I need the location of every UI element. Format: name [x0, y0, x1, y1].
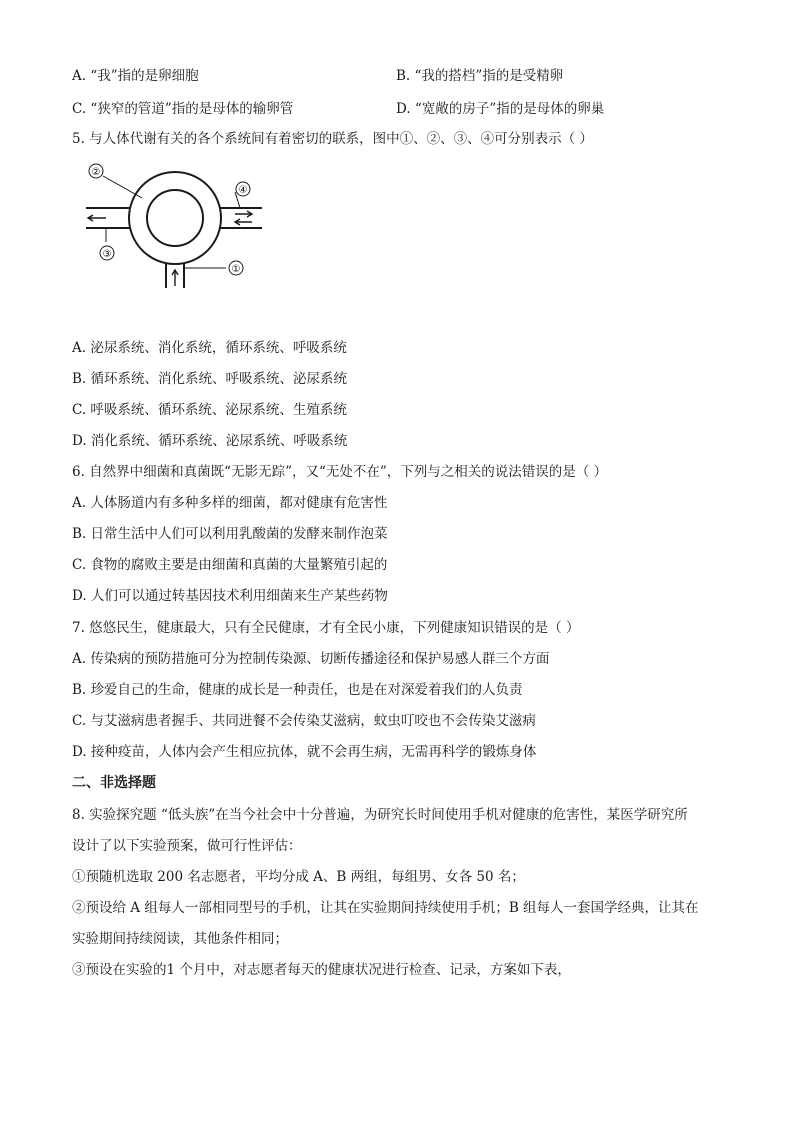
q8-line-2: 设计了以下实验预案，做可行性评估：: [72, 838, 302, 854]
q6-option-a: A. 人体肠道内有多种多样的细菌，都对健康有危害性: [72, 495, 388, 511]
q5-option-c: C. 呼吸系统、循环系统、泌尿系统、生殖系统: [72, 402, 347, 418]
q8-line-1: 8. 实验探究题 “低头族”在当今社会中十分普遍，为研究长时间使用手机对健康的危害性，某医学研究所: [72, 807, 688, 823]
q7-option-a: A. 传染病的预防措施可分为控制传染源、切断传播途径和保护易感人群三个方面: [72, 651, 550, 667]
label-3-text: ③: [102, 249, 112, 260]
label-1-text: ①: [231, 264, 241, 275]
q6-option-d: D. 人们可以通过转基因技术利用细菌来生产某些药物: [72, 588, 388, 604]
q8-line-4: ②预设给 A 组每人一部相同型号的手机，让其在实验期间持续使用手机；B 组每人一套国学经典，让其在: [72, 900, 699, 916]
q7-stem: 7. 悠悠民生，健康最大，只有全民健康，才有全民小康，下列健康知识错误的是（ ）: [72, 620, 580, 636]
leader-2: [103, 176, 142, 198]
q5-option-a: A. 泌尿系统、消化系统，循环系统、呼吸系统: [72, 340, 347, 356]
q5-stem: 5. 与人体代谢有关的各个系统间有着密切的联系，图中①、②、③、④可分别表示（ ）: [72, 131, 593, 147]
label-3: [100, 246, 114, 260]
arrow-up-in: [172, 270, 178, 286]
ring-inner: [147, 190, 203, 246]
q8-line-3: ①预随机选取 200 名志愿者，平均分成 A、B 两组，每组男、女各 50 名；: [72, 869, 525, 885]
arrow-left-out: [88, 215, 106, 221]
q5-option-b: B. 循环系统、消化系统、呼吸系统、泌尿系统: [72, 371, 348, 387]
q6-option-b: B. 日常生活中人们可以利用乳酸菌的发酵来制作泡菜: [72, 526, 388, 542]
q5-option-d: D. 消化系统、循环系统、泌尿系统、呼吸系统: [72, 433, 348, 449]
q7-option-b: B. 珍爱自己的生命，健康的成长是一种责任，也是在对深爱着我们的人负责: [72, 682, 523, 698]
pipe-right: [220, 208, 262, 228]
q6-option-c: C. 食物的腐败主要是由细菌和真菌的大量繁殖引起的: [72, 557, 388, 573]
q5-figure: [80, 158, 280, 290]
label-1: [229, 261, 243, 275]
q7-option-d: D. 接种疫苗，人体内会产生相应抗体，就不会再生病，无需再科学的锻炼身体: [72, 744, 537, 760]
label-2: [89, 164, 103, 178]
label-4-text: ④: [238, 185, 248, 196]
q8-line-5: 实验期间持续阅读，其他条件相同；: [72, 931, 288, 947]
q4-option-a: A. “我”指的是卵细胞: [72, 68, 199, 84]
label-4: [236, 182, 250, 196]
section-heading: 二、非选择题: [72, 775, 156, 791]
arrow-right-exchange: [235, 211, 252, 225]
q4-option-b: B. “我的搭档”指的是受精卵: [396, 68, 564, 84]
q8-line-6: ③预设在实验的1 个月中，对志愿者每天的健康状况进行检查、记录，方案如下表，: [72, 962, 571, 978]
q6-stem: 6. 自然界中细菌和真菌既“无影无踪”，又“无处不在”，下列与之相关的说法错误的是（ ）: [72, 464, 608, 480]
q7-option-c: C. 与艾滋病患者握手、共同进餐不会传染艾滋病，蚊虫叮咬也不会传染艾滋病: [72, 713, 536, 729]
q4-option-c: C. “狭窄的管道”指的是母体的输卵管: [72, 101, 294, 117]
label-2-text: ②: [91, 167, 101, 178]
q4-option-d: D. “宽敞的房子”指的是母体的卵巢: [396, 101, 605, 117]
